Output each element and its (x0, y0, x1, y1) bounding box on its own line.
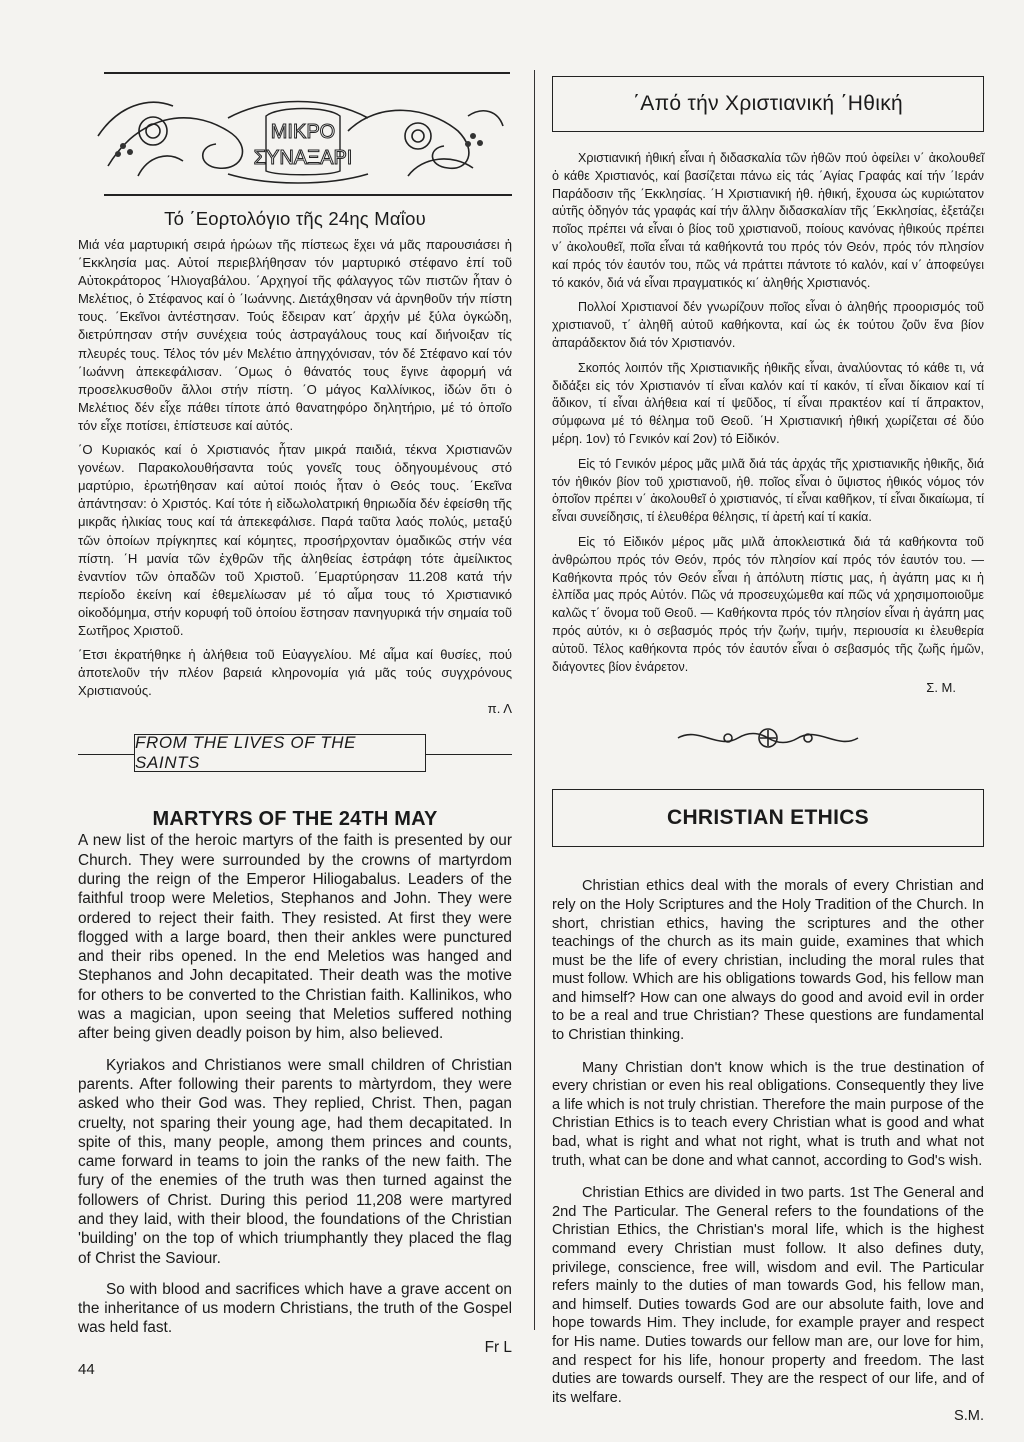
english-ethics-signature: S.M. (954, 1408, 984, 1425)
english-article-title: MARTYRS OF THE 24TH MAY (152, 808, 438, 831)
greek-ethics-paragraph: Χριστιανική ἠθική εἶναι ἡ διδασκαλία τῶν ἠθῶν πού ὀφείλει ν΄ ἀκολουθεῖ ὁ κάθε Χριστιανός, καί βασίζεται πάνω εἰς τάς ΄Αγίας Γραφάς καί τήν ΄Ιεράν Παράδοσιν τῆς ΄Εκκλησίας. ΄Η Χριστιανική ἠθ. ἠθική, ἔχουσα ὡς κυριώτατον αὐτῆς ὁδηγόν τάς γραφάς καί τήν ἄλλην διδασκαλίαν τῆς ΄Εκκλησίας, ἐξετάζει ποῖος πρέπει νά εἶναι ὁ βίος τοῦ χριστιανοῦ, ποίους κανόνας ἠθικούς πρέπει ν΄ ἀκολουθεῖ, ποῖα εἶναι τά καθήκοντά του πρός τόν Θεόν, πρός τόν πλησίον καί πρός τόν ἑαυτόν του, πῶς νά πράττει πάντοτε τό καλόν, καί ν΄ ἀποφεύγει τό κακόν, διά νά εἶναι πραγματικός κι΄ ἀληθής Χριστιανός. (552, 151, 984, 290)
flourish-ornament-icon (668, 721, 868, 755)
english-paragraph: Kyriakos and Christianos were small children of Christian parents. After following their parents to màrtyrdom, they were asked who their God was. They replied, Christ. Then, pagan cruelty, not sparing their young age, had them decapitated. In spite of this, many people, among them princes and counts, came forward in teams to join the ranks of the new faith. The fury of the enemies of the truth was then turned against the followers of Christ. During this period 11,208 were martyred and they laid, with their blood, the foundations of the Christian 'building' on the top of which triumphantly they placed the flag of Christ the Saviour. (78, 1056, 512, 1267)
banner-rule (104, 194, 512, 196)
greek-ethics-signature: Σ. Μ. (926, 680, 956, 696)
greek-ethics-header: ΄Από τήν Χριστιανική ΄Ηθική (552, 76, 984, 132)
greek-signature: π. Λ (487, 701, 512, 717)
english-ethics-paragraph: Many Christian don't know which is the true destination of every christian or even his real obligations. Consequently they live a life which is not truly christian. Therefore the main purpose of the Christian Ethics is to teach every Christian what is good and what bad, what is right and what not right, what is truth and what not truth, what can be done and what cannot, according to God's wish. (552, 1059, 984, 1169)
greek-paragraph: ΄Ετσι ἐκρατήθηκε ἡ ἀλήθεια τοῦ Εὐαγγελίου. Μέ αἷμα καί θυσίες, πού ἀποτελοῦν τήν πλέον βαρειά κληρονομία γιά μᾶς τούς συγχρόνους Χριστιανούς. (78, 647, 512, 699)
synaxari-banner (78, 76, 512, 198)
page-number: 44 (78, 1360, 95, 1378)
vine-ornament-icon (78, 76, 512, 198)
left-column (78, 60, 512, 1378)
greek-ethics-paragraph: Πολλοί Χριστιανοί δέν γνωρίζουν ποῖος εἶναι ὁ ἀληθής προορισμός τοῦ χριστιανοῦ, τ΄ ἀληθῆ αὐτοῦ καθήκοντα, καί ὡς ἐκ τούτου ζοῦν ἕνα βίον ἀπαράδεκτον διά τόν Χριστιανόν. (552, 300, 984, 350)
greek-article-title: Τό ΄Εορτολόγιο τῆς 24ης Μαΐου (164, 208, 426, 229)
banner-line2: ΣΥΝΑΞΑΡΙ (253, 147, 353, 169)
greek-ethics-paragraph: Εἰς τό Γενικόν μέρος μᾶς μιλᾶ διά τάς ἀρχάς τῆς χριστιανικῆς ἠθικῆς, διά τόν ἠθικόν βίον τοῦ χριστιανοῦ, ἠθ. ποῖος εἶναι ὁ ὕψιστος ἠθικός νόμος τόν ὁποῖον πρέπει ν΄ ἀκολουθεῖ ὁ χριστιανός, τί εἶναι καθῆκον, τί εἶναι δικαίωμα, τί εἶναι συνείδησις, τί ἐλευθέρα θέλησις, τί ἀρετή καί τί κακία. (552, 456, 984, 525)
greek-paragraph: ΄Ο Κυριακός καί ὁ Χριστιανός ἦταν μικρά παιδιά, τέκνα Χριστιανῶν γονέων. Παρακολουθήσαντα τούς γονεῖς τους ὁδηγουμένους στό μαρτύριο, ἐρωτήθησαν καί αὐτοί ποιός ἦταν ὁ Θεός τους. ΄Εκεῖνα ἀπάντησαν: ὁ Χριστός. Καί τότε ἡ εἰδωλολατρική θηριωδία δέν ἐφείσθη τῆς μικρᾶς ἡλικίας τους καί τά ἀπεκεφάλισε. Παρά ταῦτα λαός πολύς, μεταξύ τῶν ὁποίων πρίγκηπες καί κόμητες, προσήρχονταν ὁμαδικῶς στήν νέα πίστη. ΄Η μανία τῶν ἐχθρῶν τῆς ἀληθείας ἐστράφη τότε ἀμείλικτος ἐναντίον τῶν ὀπαδῶν τοῦ Χριστοῦ. ΄Εμαρτύρησαν 11.208 κατά τήν περίοδο ἐκείνη καί ἐθεμελίωσαν μέ τό αἷμα τους τό Χριστιανικό οἰκοδόμημα, στήν κορυφή τοῦ ὁποίου ἔστησαν πανηγυρικά τήν σημαία τοῦ Σωτῆρος Χριστοῦ. (78, 442, 512, 638)
section-header-label: FROM THE LIVES OF THE SAINTS (134, 734, 426, 772)
greek-paragraph: Μιά νέα μαρτυρική σειρά ἡρώων τῆς πίστεως ἔχει νά μᾶς παρουσιάσει ἡ ΄Εκκλησία μας. Αὐτοί περιεβλήθησαν τόν μαρτυρικό στέφανο ἐπί τοῦ Αὐτοκράτορος ΄Ηλιογαβάλου. ΄Αρχηγοί τῆς φάλαγγος τῶν πιστῶν ἦταν ὁ Μελέτιος, ὁ Στέφανος καί ὁ ΄Ιωάννης. Διετάχθησαν νά ἀρνηθοῦν τήν πίστη τους. ΄Εκεῖνοι ἀντέστησαν. Τούς ἔδειραν κατ΄ ἀρχήν μέ ξύλα ὀγκώδη, διετρύπησαν στήν συνέχεια τούς ἀστραγάλους τους καί διήνοιξαν τίς πλευρές τους. Τέλος τόν μέν Μελέτιο ἀπηγχόνισαν, τόν δέ Στέφανο καί τόν ΄Ιωάννη ἀπεκεφάλισαν. ΄Ομως ὁ θάνατός τους ἔγινε ἀφορμή νά προσελκυσθοῦν ἄλλοι στήν πίστη. ΄Ο μάγος Καλλίνικος, ἰδών ὅτι ὁ Μελέτιος δέν εἶχε πάθει τίποτε ἀπό θανατηφόρο δηλητήριο, μέ τό ὁποῖο τόν εἶχε ποτίσει, ἐπίστευσε καί αὐτός. (78, 237, 512, 433)
right-column (552, 60, 984, 1425)
header-rule-left (78, 754, 134, 755)
lives-of-saints-header (78, 730, 512, 773)
banner-line1: ΜΙΚΡΟ (270, 121, 336, 143)
english-signature: Fr L (484, 1338, 512, 1356)
header-rule-right (424, 754, 512, 755)
english-ethics-paragraph: Christian Ethics are divided in two parts. 1st The General and 2nd The Particular. The General refers to the foundations of the Christian Ethics, the Christian's moral life, which is the highest command every Christian must follow. It also defines duty, privilege, conscience, free will, wisdom and evil. The Particular refers mainly to the duties of man towards God, his fellow man, and himself. Duties towards God are our absolute faith, love and hope towards Him. They include, for example prayer and respect for His name. Duties towards our fellow man are, our love for him, and respect for his life, honour property and freedom. The last duties are towards ourself. They are the respect of our life, and of its welfare. (552, 1185, 984, 1406)
english-paragraph: A new list of the heroic martyrs of the faith is presented by our Church. They were surrounded by the crowns of martyrdom during the reign of the Emperor Hiliogabalus. Leaders of the faithful troop were Meletios, Stephanos and John. They were ordered to reject their faith. They resisted. At first they were flogged with a large board, then their ankles were punctured and their ribs opened. In the end Meletios was hanged and Stephanos and John decapitated. Their death was the motive for others to be converted to the Christian faith. Kallinikos, who was a magician, upon seeing that Meletios suffered nothing after being given deadly poison by him, also believed. (78, 832, 512, 1043)
column-divider (534, 70, 535, 1330)
english-ethics-header: CHRISTIAN ETHICS (552, 789, 984, 847)
english-paragraph: So with blood and sacrifices which have a grave accent on the inheritance of us modern Christians, the truth of the Gospel was held fast. (78, 1280, 512, 1337)
greek-ethics-paragraph: Εἰς τό Εἰδικόν μέρος μᾶς μιλᾶ ἀποκλειστικά διά τά καθήκοντα τοῦ ἀνθρώπου πρός τόν Θεόν, πρός τόν πλησίον καί πρός τόν ἑαυτόν του. — Καθήκοντα πρός τόν Θεόν εἶναι ἡ ἀπόλυτη πίστις μας, ἡ ἀγάπη μας κι ἡ ἐλπίδα μας πρός Αὐτόν. Πῶς νά προσευχώμεθα καί πῶς νά χρησιμοποιοῦμε καλῶς τ΄ ὄνομα τοῦ Θεοῦ. — Καθήκοντα πρός τόν πλησίον εἶναι ἡ ἀγάπη μας πρός αὐτόν, κι ὁ σεβασμός πρός τήν ζωήν, τιμήν, περιουσία κι ἐλευθερία αὐτοῦ. Τέλος καθήκοντα πρός τόν ἑαυτόν εἶναι ὁ σεβασμός τῆς ζωῆς ἡμῶν, διάγοντες βίον ἐνάρετον. (552, 534, 984, 674)
greek-ethics-paragraph: Σκοπός λοιπόν τῆς Χριστιανικῆς ἠθικῆς εἶναι, ἀναλύοντας τό κάθε τι, νά διδάξει εἰς τόν Χριστιανόν τί εἶναι καλόν καί τί κακόν, τί εἶναι δίκαιον καί τί ἄδικον, τί εἶναι ἀλήθεια καί τί ψεῦδος, τί εἶναι πρακτέον καί τί ἄπρακτον, σύμφωνα μέ τό θέλημα τοῦ Θεοῦ. ΄Η Χριστιανική ἠθική χωρίζεται σέ δύο μέρη. 1ον) τό Γενικόν καί 2ον) τό Εἰδικόν. (552, 360, 984, 446)
english-ethics-paragraph: Christian ethics deal with the morals of every Christian and rely on the Holy Scriptures and the Holy Tradition of the Church. In short, christian ethics, having the scriptures and the other teachings of the church as its main guide, examines that which must be the life of every christian, including the moral rules that must follow. Which are his obligations towards God, his fellow man and himself? How can one always do good and avoid evil in order to be a real and true Christian? These questions are fundamental to Christian thinking. (552, 878, 984, 1044)
